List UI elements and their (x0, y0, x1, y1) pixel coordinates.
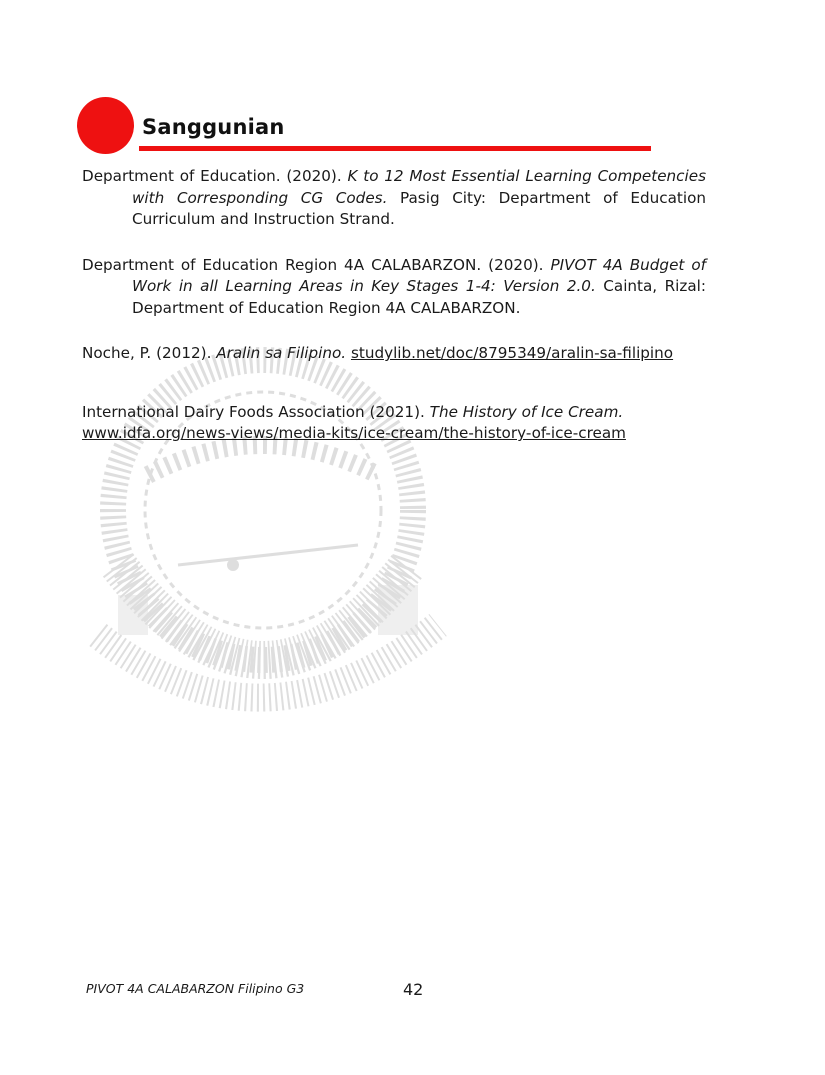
reference-item: Noche, P. (2012). Aralin sa Filipino. studylib.net/doc/8795349/aralin-sa-filipino (82, 344, 674, 362)
reference-item: International Dairy Foods Association (2021). The History of Ice Cream. www.idfa.org/news-views/media-kits/ice-cream/the-history-of-ice-cream (82, 402, 626, 442)
section-title: Sanggunian (142, 115, 285, 139)
reference-link[interactable]: www.idfa.org/news-views/media-kits/ice-cream/the-history-of-ice-cream (82, 424, 626, 442)
page-number: 42 (403, 980, 424, 999)
section-heading (77, 97, 657, 157)
reference-item: Department of Education. (2020). K to 12 Most Essential Learning Competencies with Corresponding CG Codes. Pasig City: Department of Education Curriculum and Instruction Strand. (82, 167, 707, 228)
red-circle-icon (77, 97, 134, 154)
reference-link[interactable]: studylib.net/doc/8795349/aralin-sa-filipino (350, 344, 674, 362)
reference-item: Department of Education Region 4A CALABARZON. (2020). PIVOT 4A Budget of Work in all Learning Areas in Key Stages 1-4: Version 2.0. Cainta, Rizal: Department of Education Region 4A CALABARZON. (82, 255, 706, 317)
heading-underline (139, 146, 651, 151)
footer-title: PIVOT 4A CALABARZON Filipino G3 (86, 981, 305, 996)
reference-list (82, 166, 706, 445)
